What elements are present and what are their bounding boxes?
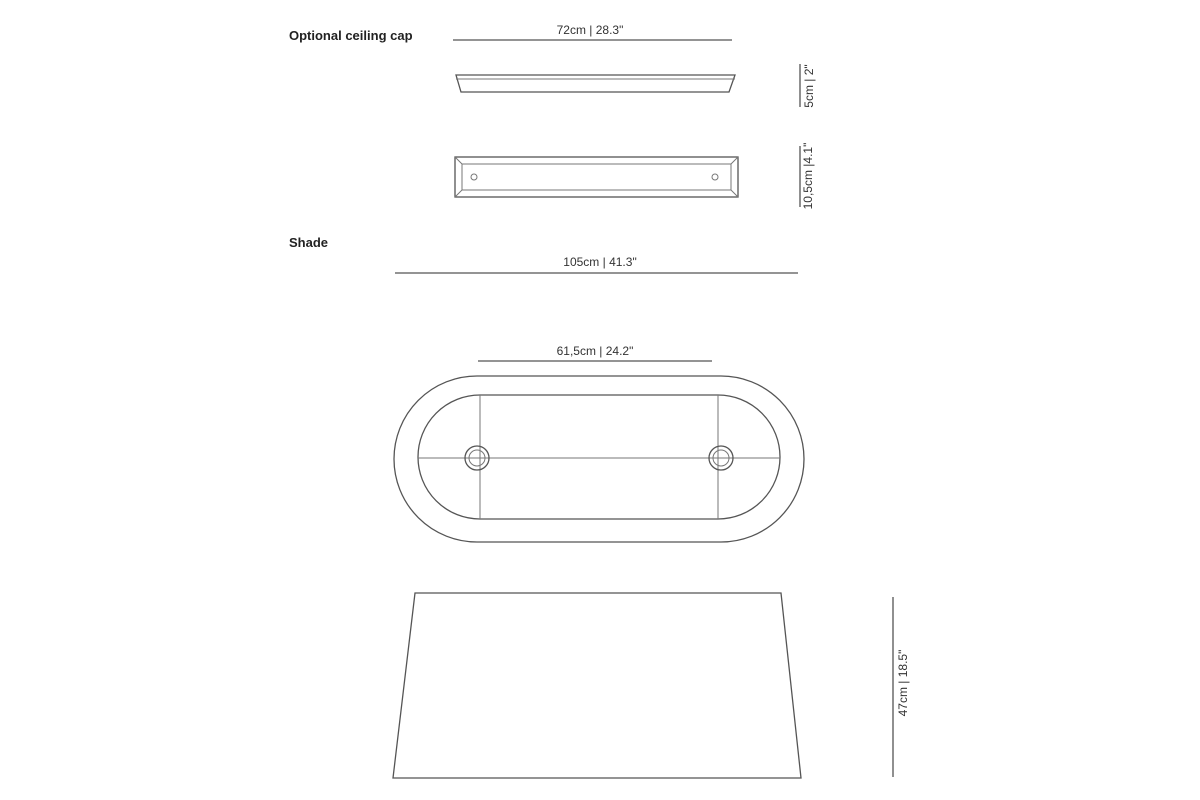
cap-height-label: 5cm | 2" <box>802 64 816 108</box>
shade-height-label: 47cm | 18.5" <box>896 649 910 717</box>
shade-top-view <box>394 376 804 542</box>
cap-depth-label: 10,5cm |4.1" <box>801 142 815 210</box>
shade-side-view <box>393 593 801 778</box>
shade-inner-width-label: 61,5cm | 24.2" <box>556 344 634 358</box>
shade-heading: Shade <box>289 235 329 250</box>
shade-width-label: 105cm | 41.3" <box>563 255 637 269</box>
cap-side-view <box>456 75 735 92</box>
ceiling-cap-heading: Optional ceiling cap <box>289 28 413 43</box>
cap-width-label: 72cm | 28.3" <box>556 23 624 37</box>
cap-top-view <box>455 157 738 197</box>
